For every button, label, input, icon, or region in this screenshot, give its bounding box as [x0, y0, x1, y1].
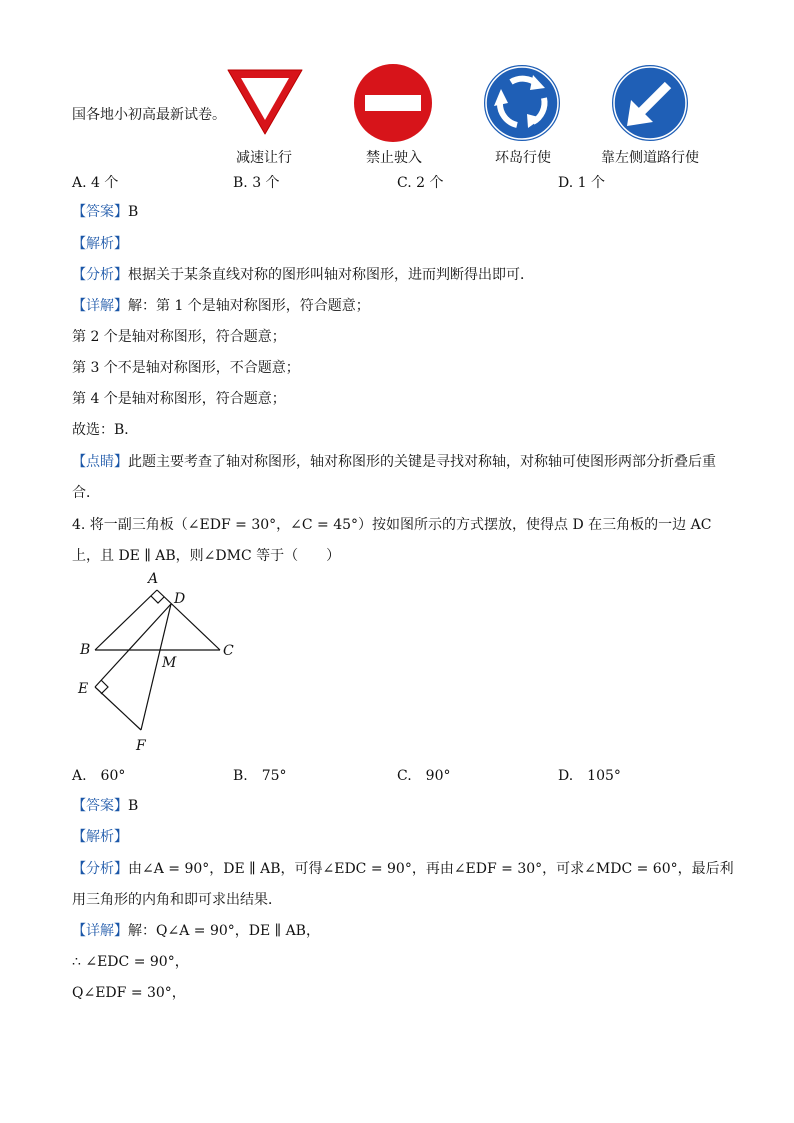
q4-answer-line [72, 796, 138, 816]
comment-text: 此题主要考查了轴对称图形，轴对称图形的关键是寻找对称轴，对称轴可使图形两部分折叠后重 [128, 454, 716, 470]
q4-fenxi-line-1 [72, 859, 734, 879]
q3-option-d: D. 1 个 [558, 175, 605, 191]
comment-tag: 【点睛】 [72, 454, 128, 470]
no-entry-sign-icon [352, 62, 434, 144]
q3-detail-line-1 [72, 296, 370, 316]
q4-fenxi-line-2: 用三角形的内角和即可求出结果． [72, 892, 282, 908]
q4-stem-line-1: 4. 将一副三角板（∠EDF = 30°，∠C = 45°）按如图所示的方式摆放，使得点 D 在三角板的一边 AC [72, 517, 712, 533]
fenxi-tag: 【分析】 [72, 267, 128, 283]
detail-tag: 【详解】 [72, 923, 128, 939]
answer-tag: 【答案】 [72, 798, 128, 814]
q3-comment-line-1 [72, 452, 716, 472]
sign-caption-roundabout: 环岛行使 [495, 150, 551, 166]
q4-option-c: C. 90° [397, 768, 451, 784]
q4-stem-line-2: 上，且 DE ∥ AB，则∠DMC 等于（ ） [72, 548, 341, 564]
q4-detail-line-1 [72, 921, 320, 941]
detail-text: 解：第 1 个是轴对称图形，符合题意； [128, 298, 370, 314]
keep-left-sign-icon [609, 62, 691, 144]
answer-value: B [128, 798, 139, 814]
fenxi-tag: 【分析】 [72, 861, 128, 877]
q4-option-a: A. 60° [72, 768, 126, 784]
yield-sign-icon [224, 66, 306, 138]
q3-comment-line-2: 合． [72, 485, 100, 501]
q4-detail-line-2: ∴ ∠EDC = 90°， [72, 954, 189, 970]
q4-option-d: D. 105° [558, 768, 621, 784]
sign-caption-no-entry: 禁止驶入 [366, 150, 422, 166]
fenxi-text: 根据关于某条直线对称的图形叫轴对称图形，进而判断得出即可． [128, 267, 534, 283]
q4-option-b: B. 75° [233, 768, 287, 784]
label-f: F [136, 738, 146, 754]
label-b: B [80, 642, 91, 658]
label-e: E [78, 681, 89, 697]
q3-option-a: A. 4 个 [72, 175, 119, 191]
answer-value: B [128, 204, 139, 220]
q3-option-b: B. 3 个 [233, 175, 280, 191]
q3-analysis-tag: 【解析】 [72, 236, 128, 252]
q3-answer-line [72, 202, 138, 222]
intro-fragment: 国各地小初高最新试卷。 [72, 107, 226, 123]
q4-analysis-tag: 【解析】 [72, 829, 128, 845]
sign-caption-yield: 减速让行 [236, 150, 292, 166]
answer-tag: 【答案】 [72, 204, 128, 220]
detail-tag: 【详解】 [72, 298, 128, 314]
q3-option-c: C. 2 个 [397, 175, 444, 191]
label-m: M [162, 655, 177, 671]
fenxi-text: 由∠A = 90°，DE ∥ AB，可得∠EDC = 90°，再由∠EDF = 30°，可求∠MDC = 60°，最后利 [128, 861, 734, 877]
q3-detail-line-5: 故选：B． [72, 422, 139, 438]
detail-text: 解：Q∠A = 90°，DE ∥ AB， [128, 923, 320, 939]
q4-geometry-figure [70, 570, 250, 755]
q3-detail-line-4: 第 4 个是轴对称图形，符合题意； [72, 391, 286, 407]
q4-detail-line-3: Q∠EDF = 30°， [72, 985, 186, 1001]
label-c: C [223, 643, 234, 659]
sign-caption-keep-left: 靠左侧道路行使 [601, 150, 699, 166]
label-d: D [174, 591, 186, 607]
q3-detail-line-3: 第 3 个不是轴对称图形，不合题意； [72, 360, 300, 376]
q3-fenxi-line [72, 265, 534, 285]
label-a: A [148, 571, 159, 587]
roundabout-sign-icon [481, 62, 563, 144]
q3-detail-line-2: 第 2 个是轴对称图形，符合题意； [72, 329, 286, 345]
